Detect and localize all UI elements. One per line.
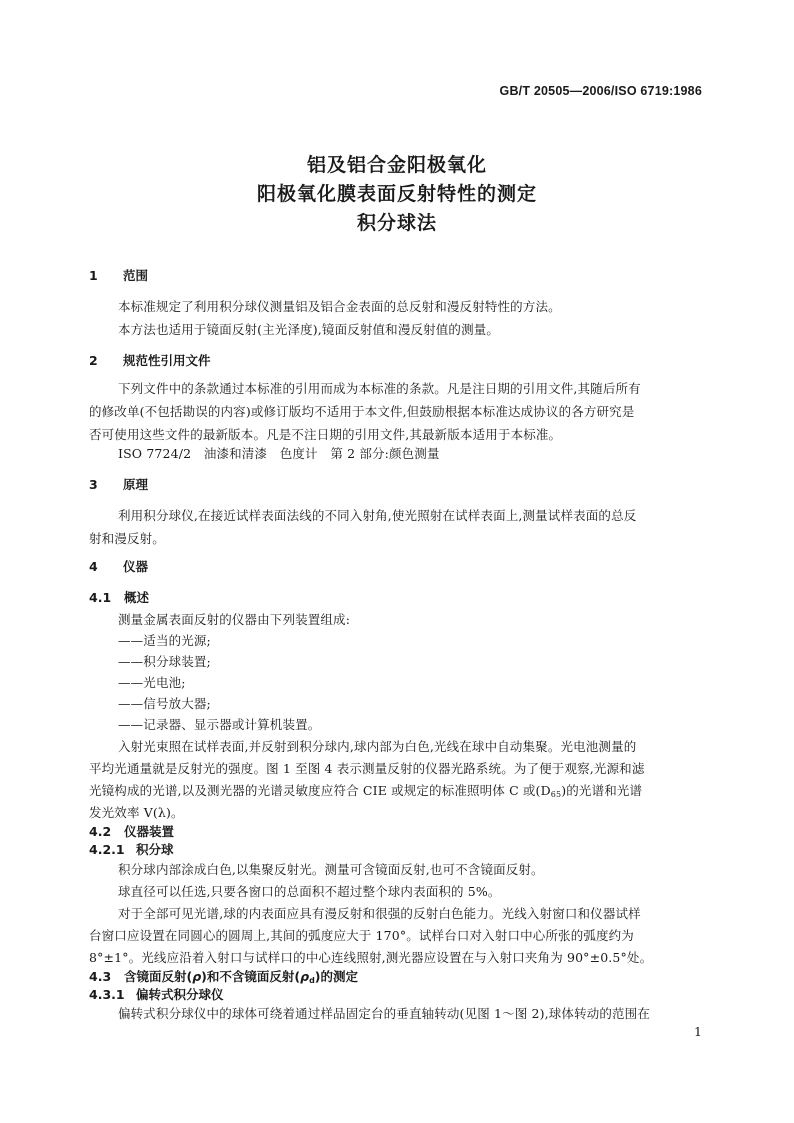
section-number: 4.3.1 (89, 987, 125, 1002)
paragraph: 本方法也适用于镜面反射(主光泽度),镜面反射值和漫反射值的测量。 (118, 322, 500, 337)
paragraph-line: 8°±1°。光线应沿着入射口与试样口的中心连线照射,测光器应设置在与入射口夹角为 90°±0.5°处。 (89, 950, 653, 965)
section-title: 仪器装置 (124, 824, 175, 839)
section-1-heading (89, 266, 148, 284)
section-title: 偏转式积分球仪 (136, 987, 224, 1002)
paragraph-line: 否可使用这些文件的最新版本。凡是不注日期的引用文件,其最新版本适用于本标准。 (89, 427, 562, 442)
list-item: ——适当的光源; (118, 633, 211, 648)
section-4-3-heading (89, 967, 358, 985)
text: )和不含镜面反射( (201, 969, 301, 984)
section-4-heading (89, 557, 148, 575)
paragraph: 测量金属表面反射的仪器由下列装置组成: (118, 612, 351, 627)
page-number: 1 (694, 1024, 702, 1039)
section-number: 4.2.1 (89, 842, 125, 857)
standard-code: GB/T 20505—2006/ISO 6719:1986 (499, 84, 702, 98)
section-number: 4.3 (89, 969, 112, 984)
section-number: 1 (89, 268, 98, 283)
paragraph: 本标准规定了利用积分球仪测量铝及铝合金表面的总反射和漫反射特性的方法。 (118, 299, 561, 314)
paragraph-line (89, 781, 642, 799)
section-title: 规范性引用文件 (123, 353, 211, 368)
section-number: 4 (89, 559, 98, 574)
section-4-1-heading (89, 588, 149, 606)
paragraph-line: 的修改单(不包括勘误的内容)或修订版均不适用于本文件,但鼓励根据本标准达成协议的各方研究是 (89, 404, 635, 419)
title-line-1: 铝及铝合金阳极氧化 (306, 154, 487, 176)
list-item: ——记录器、显示器或计算机装置。 (118, 717, 321, 732)
paragraph-line: 利用积分球仪,在接近试样表面法线的不同入射角,使光照射在试样表面上,测量试样表面的总反 (118, 508, 637, 523)
section-title: 概述 (124, 590, 150, 605)
paragraph-line: 入射光束照在试样表面,并反射到积分球内,球内部为白色,光线在球中自动集聚。光电池测量的 (118, 739, 637, 754)
paragraph-line: 下列文件中的条款通过本标准的引用而成为本标准的条款。凡是注日期的引用文件,其随后所有 (118, 381, 641, 396)
section-title: 范围 (123, 268, 149, 283)
paragraph: 积分球内部涂成白色,以集聚反射光。测量可含镜面反射,也可不含镜面反射。 (118, 862, 544, 877)
paragraph-line: 发光效率 V(λ)。 (89, 805, 184, 820)
list-item: ——信号放大器; (118, 696, 211, 711)
paragraph: 球直径可以任选,只要各窗口的总面积不超过整个球内表面积的 5%。 (118, 884, 501, 899)
section-number: 3 (89, 477, 98, 492)
rho-symbol: ρ (192, 969, 202, 984)
section-number: 4.1 (89, 590, 112, 605)
subscript: 65 (550, 790, 562, 799)
section-number: 2 (89, 353, 98, 368)
title-line-3: 积分球法 (356, 212, 437, 234)
list-item: ——光电池; (118, 675, 186, 690)
section-title: 积分球 (136, 842, 174, 857)
paragraph-line: 射和漫反射。 (89, 531, 165, 546)
section-number: 4.2 (89, 824, 112, 839)
section-4-2-1-heading (89, 840, 174, 858)
list-item: ——积分球装置; (118, 654, 211, 669)
section-title: 仪器 (123, 559, 149, 574)
text: 光镜构成的光谱,以及测光器的光谱灵敏度应符合 CIE 或规定的标准照明体 C 或(D (89, 783, 551, 798)
section-2-heading (89, 351, 211, 369)
section-title (124, 969, 358, 984)
paragraph-line: 对于全部可见光谱,球的内表面应具有漫反射和很强的反射白色能力。光线入射窗口和仪器试样 (118, 906, 641, 921)
subscript: d (309, 976, 315, 985)
title-line-2: 阳极氧化膜表面反射特性的测定 (256, 183, 537, 205)
section-4-3-1-heading (89, 985, 224, 1003)
reference-entry: ISO 7724/2 油漆和清漆 色度计 第 2 部分:颜色测量 (118, 446, 440, 461)
section-3-heading (89, 475, 148, 493)
section-title: 原理 (123, 477, 149, 492)
text: )的测定 (314, 969, 359, 984)
text: 含镜面反射( (124, 969, 193, 984)
paragraph-line: 台窗口应设置在同圆心的圆周上,其间的弧度应大于 170°。试样台口对入射口中心所张的弧度约为 (89, 928, 634, 943)
section-4-2-heading (89, 822, 174, 840)
paragraph-line: 偏转式积分球仪中的球体可绕着通过样品固定台的垂直轴转动(见图 1～图 2),球体转动的范围在 (118, 1006, 650, 1021)
text: )的光谱和光谱 (561, 783, 643, 798)
rho-d-symbol: ρ (300, 969, 310, 984)
paragraph-line: 平均光通量就是反射光的强度。图 1 至图 4 表示测量反射的仪器光路系统。为了便于观察,光源和滤 (89, 761, 645, 776)
